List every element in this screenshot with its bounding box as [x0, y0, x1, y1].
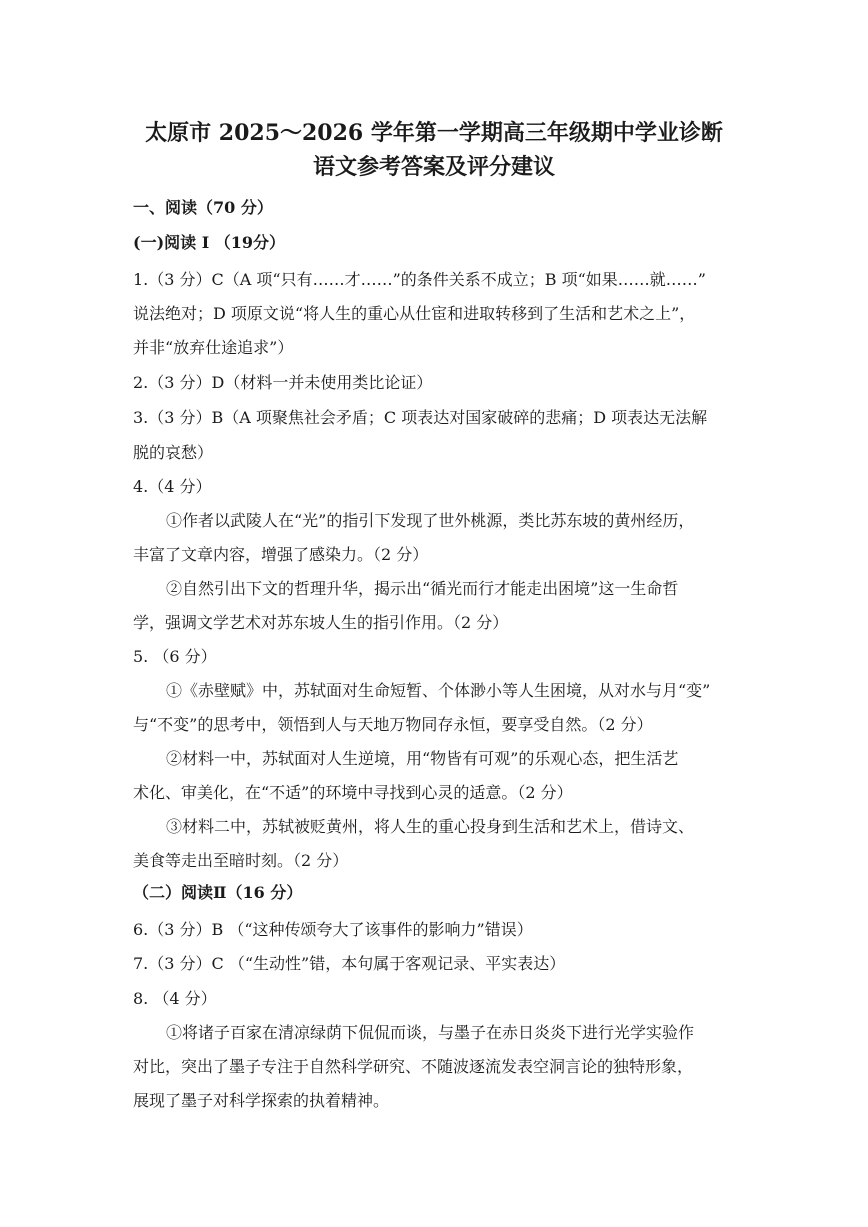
answer-line: 术化、审美化，在“不适”的环境中寻找到心灵的适意。（2 分）: [133, 783, 573, 802]
answer-line: 1.（3 分）C（A 项“只有……才……”的条件关系不成立；B 项“如果……就……”: [133, 270, 706, 289]
answer-line: 并非“放弃仕途追求”）: [133, 338, 294, 357]
answer-line: ①《赤壁赋》中，苏轼面对生命短暂、个体渺小等人生困境，从对水与月“变”: [166, 681, 711, 700]
section-heading-reading: 一、阅读（70 分）: [133, 198, 273, 217]
answer-line: ①作者以武陵人在“光”的指引下发现了世外桃源，类比苏东坡的黄州经历，: [166, 511, 695, 530]
subsection-heading-reading-1: (一)阅读 Ⅰ （19分）: [133, 233, 286, 252]
answer-line: 丰富了文章内容，增强了感染力。（2 分）: [133, 545, 429, 564]
answer-line: ③材料二中，苏轼被贬黄州，将人生的重心投身到生活和艺术上，借诗文、: [166, 817, 695, 836]
answer-line: 对比，突出了墨子专注于自然科学研究、不随波逐流发表空洞言论的独特形象，: [133, 1057, 694, 1076]
answer-line: 7.（3 分）C （“生动性”错，本句属于客观记录、平实表达）: [133, 954, 566, 973]
answer-line: 展现了墨子对科学探索的执着精神。: [133, 1091, 390, 1110]
answer-line: 6.（3 分）B （“这种传颂夸大了该事件的影响力”错误）: [133, 920, 533, 939]
answer-line: ①将诸子百家在清凉绿荫下侃侃而谈，与墨子在赤日炎炎下进行光学实验作: [166, 1023, 695, 1042]
answer-line: ②自然引出下文的哲理升华，揭示出“循光而行才能走出困境”这一生命哲: [166, 579, 679, 598]
answer-line: 脱的哀愁）: [133, 443, 214, 462]
answer-line: 2.（3 分）D（材料一并未使用类比论证）: [133, 373, 433, 392]
answer-line: 美食等走出至暗时刻。（2 分）: [133, 851, 349, 870]
answer-line: ②材料一中，苏轼面对人生逆境，用“物皆有可观”的乐观心态，把生活艺: [166, 749, 679, 768]
answer-line: 4.（4 分）: [133, 477, 212, 496]
answer-line: 说法绝对；D 项原文说“将人生的重心从仕宦和进取转移到了生活和艺术之上”，: [133, 304, 696, 323]
answer-line: 学，强调文学艺术对苏东坡人生的指引作用。（2 分）: [133, 613, 509, 632]
subsection-heading-reading-2: （二）阅读Ⅱ（16 分）: [133, 883, 303, 902]
document-title: 太原市 2025～2026 学年第一学期高三年级期中学业诊断: [145, 120, 723, 146]
answer-line: 8. （4 分）: [133, 989, 217, 1008]
answer-line: 3.（3 分）B（A 项聚焦社会矛盾；C 项表达对国家破碎的悲痛；D 项表达无法解: [133, 408, 708, 427]
answer-line: 与“不变”的思考中，领悟到人与天地万物同存永恒，要享受自然。（2 分）: [133, 715, 653, 734]
document-subtitle: 语文参考答案及评分建议: [312, 154, 555, 180]
answer-line: 5. （6 分）: [133, 647, 217, 666]
